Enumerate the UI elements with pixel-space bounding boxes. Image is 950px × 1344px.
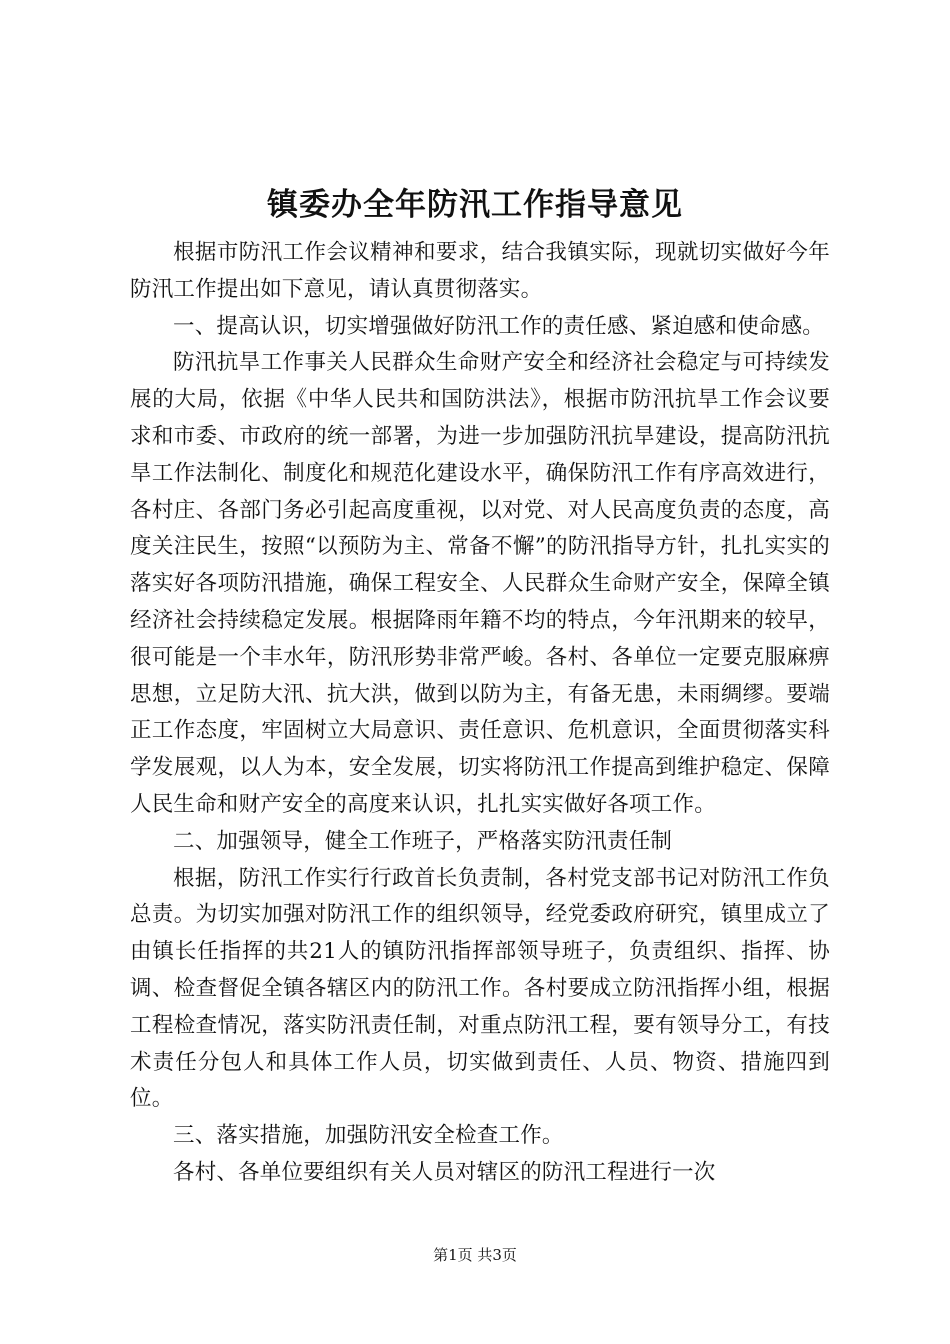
section-heading-2: 二、加强领导，健全工作班子，严格落实防汛责任制 bbox=[173, 828, 673, 854]
paragraph-section-2: 根据，防汛工作实行行政首长负责制，各村党支部书记对防汛工作负总责。为切实加强对防汛工作的组织领导，经党委政府研究，镇里成立了由镇长任指挥的共21人的镇防汛指挥部领导班子，负责组织、指挥、协调、检查督促全镇各辖区内的防汛工作。各村要成立防汛指挥小组，根据工程检查情况，落实防汛责任制，对重点防汛工程，要有领导分工，有技术责任分包人和具体工作人员，切实做到责任、人员、物资、措施四到位。 bbox=[130, 865, 830, 1112]
paragraph-intro: 根据市防汛工作会议精神和要求，结合我镇实际，现就切实做好今年防汛工作提出如下意见，请认真贯彻落实。 bbox=[130, 240, 830, 302]
document-title: 镇委办全年防汛工作指导意见 bbox=[267, 187, 683, 223]
section-heading-1: 一、提高认识，切实增强做好防汛工作的责任感、紧迫感和使命感。 bbox=[173, 313, 825, 339]
section-heading-3: 三、落实措施，加强防汛安全检查工作。 bbox=[173, 1123, 564, 1149]
page-footer: 第1页 共3页 bbox=[433, 1246, 517, 1264]
document-body bbox=[130, 235, 830, 1192]
paragraph-section-3: 各村、各单位要组织有关人员对辖区的防汛工程进行一次 bbox=[173, 1159, 716, 1185]
paragraph-section-1: 防汛抗旱工作事关人民群众生命财产安全和经济社会稳定与可持续发展的大局，依据《中华人民共和国防洪法》，根据市防汛抗旱工作会议要求和市委、市政府的统一部署，为进一步加强防汛抗旱建设，提高防汛抗旱工作法制化、制度化和规范化建设水平，确保防汛工作有序高效进行，各村庄、各部门务必引起高度重视，以对党、对人民高度负责的态度，高度关注民生，按照“以预防为主、常备不懈”的防汛指导方针，扎扎实实的落实好各项防汛措施，确保工程安全、人民群众生命财产安全，保障全镇经济社会持续稳定发展。根据降雨年籍不均的特点，今年汛期来的较早，很可能是一个丰水年，防汛形势非常严峻。各村、各单位一定要克服麻痹思想，立足防大汛、抗大洪，做到以防为主，有备无患，未雨绸缪。要端正工作态度，牢固树立大局意识、责任意识、危机意识，全面贯彻落实科学发展观，以人为本，安全发展，切实将防汛工作提高到维护稳定、保障人民生命和财产安全的高度来认识，扎扎实实做好各项工作。 bbox=[130, 350, 830, 817]
